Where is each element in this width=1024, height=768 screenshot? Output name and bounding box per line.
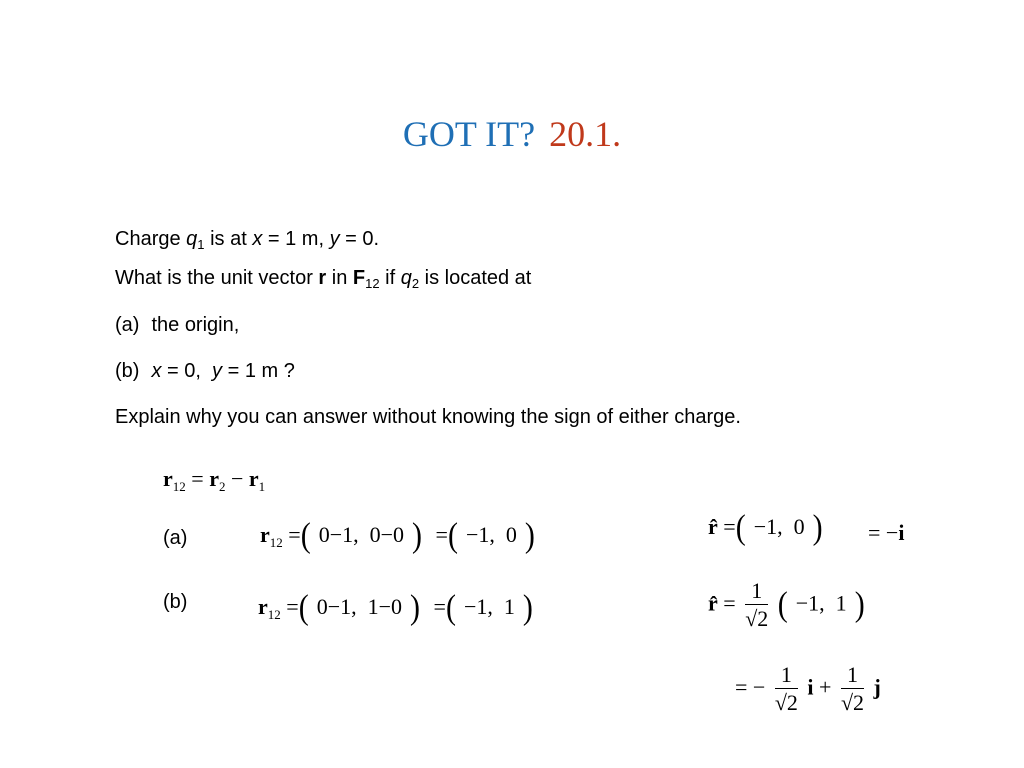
title-number: 20.1. (549, 114, 622, 154)
sqrt-icon: √ (840, 690, 854, 715)
question-line-2 (115, 265, 531, 291)
subscript: 2 (411, 276, 420, 291)
numerator: 1 (745, 578, 768, 605)
text: Explain why you can answer without knowing the sign of either charge. (115, 406, 741, 428)
var-q: q (186, 228, 198, 250)
part-b-unit-vector: r̂ = $\frac{1}{√2}$ ( −1, 1 ) (708, 578, 865, 631)
text: if (379, 267, 401, 289)
a-result: −1, 0 (465, 522, 517, 547)
item-label: (a) (115, 314, 140, 336)
question-line-1 (115, 226, 379, 252)
question-line-5 (115, 404, 741, 430)
equals-minus: = − (868, 520, 899, 545)
sqrt-icon: √ (745, 606, 758, 631)
vector-r: r (258, 594, 268, 619)
denominator: 2 (853, 690, 865, 715)
part-a-final (868, 518, 904, 548)
numerator: 1 (841, 662, 864, 689)
subscript: 12 (269, 535, 283, 550)
text: is at (204, 228, 253, 250)
text: = 1 m ? (222, 360, 295, 382)
sqrt-icon: √ (774, 690, 787, 715)
unit-vector-r-hat: r̂ (708, 590, 718, 616)
equals-minus: = − (735, 674, 766, 700)
text: is located at (419, 267, 532, 289)
var-x: x (252, 228, 263, 250)
subscript: 12 (365, 276, 380, 291)
slide-title (0, 112, 1024, 156)
var-y: y (212, 360, 223, 382)
fraction-one-over-root2 (775, 662, 798, 717)
subscript: 12 (267, 607, 281, 622)
numerator: 1 (775, 662, 798, 689)
question-line-4 (115, 358, 295, 384)
text: in (326, 267, 353, 289)
equation-r12 (163, 464, 265, 494)
denominator: 2 (786, 690, 798, 715)
plus: + (819, 674, 832, 700)
minus: − (230, 466, 244, 491)
vector-f: F (352, 267, 366, 289)
equals: = (191, 466, 204, 491)
a-hat-components: −1, 0 (753, 514, 805, 539)
vector-r: r (163, 466, 173, 491)
item-label: (b) (115, 360, 140, 382)
var-q: q (400, 267, 412, 289)
part-b-label: (b) (163, 591, 188, 613)
var-x: x (151, 360, 162, 382)
text: the origin, (151, 314, 240, 336)
unit-i: i (807, 674, 814, 700)
title-got-it: GOT IT? (402, 114, 536, 154)
var-y: y (329, 228, 340, 250)
text: = 0. (339, 228, 380, 250)
b-result: −1, 1 (463, 594, 515, 619)
vector-r: r (209, 466, 219, 491)
subscript: 1 (258, 479, 266, 494)
part-a-equation: $r_{12}$ =( 0−1, 0−0 ) =( −1, 0 ) (260, 516, 535, 555)
b-hat-components: −1, 1 (795, 590, 847, 616)
part-b-final (735, 662, 881, 717)
denominator: 2 (757, 606, 769, 631)
vector-r: r (248, 466, 259, 491)
question-line-3 (115, 312, 239, 338)
subscript: 2 (218, 479, 226, 494)
part-b-equation: $r_{12}$ =( 0−1, 1−0 ) =( −1, 1 ) (258, 588, 533, 627)
unit-i: i (898, 520, 905, 545)
text: = 0, (161, 360, 213, 382)
text: = 1 m, (262, 228, 330, 250)
part-a-unit-vector: r̂ =( −1, 0 ) (708, 508, 823, 547)
text: What is the unit vector (115, 267, 319, 289)
a-expression: 0−1, 0−0 (318, 522, 405, 547)
fraction-one-over-root2 (841, 662, 864, 717)
subscript: 12 (172, 479, 186, 494)
vector-r: r (318, 267, 327, 289)
unit-j: j (873, 674, 881, 700)
b-expression: 0−1, 1−0 (316, 594, 403, 619)
subscript: 1 (197, 237, 205, 252)
text: Charge (115, 228, 187, 250)
fraction-one-over-root2 (745, 578, 768, 633)
vector-r: r (260, 522, 270, 547)
unit-vector-r-hat: r̂ (708, 514, 718, 539)
part-a-label: (a) (163, 527, 188, 549)
